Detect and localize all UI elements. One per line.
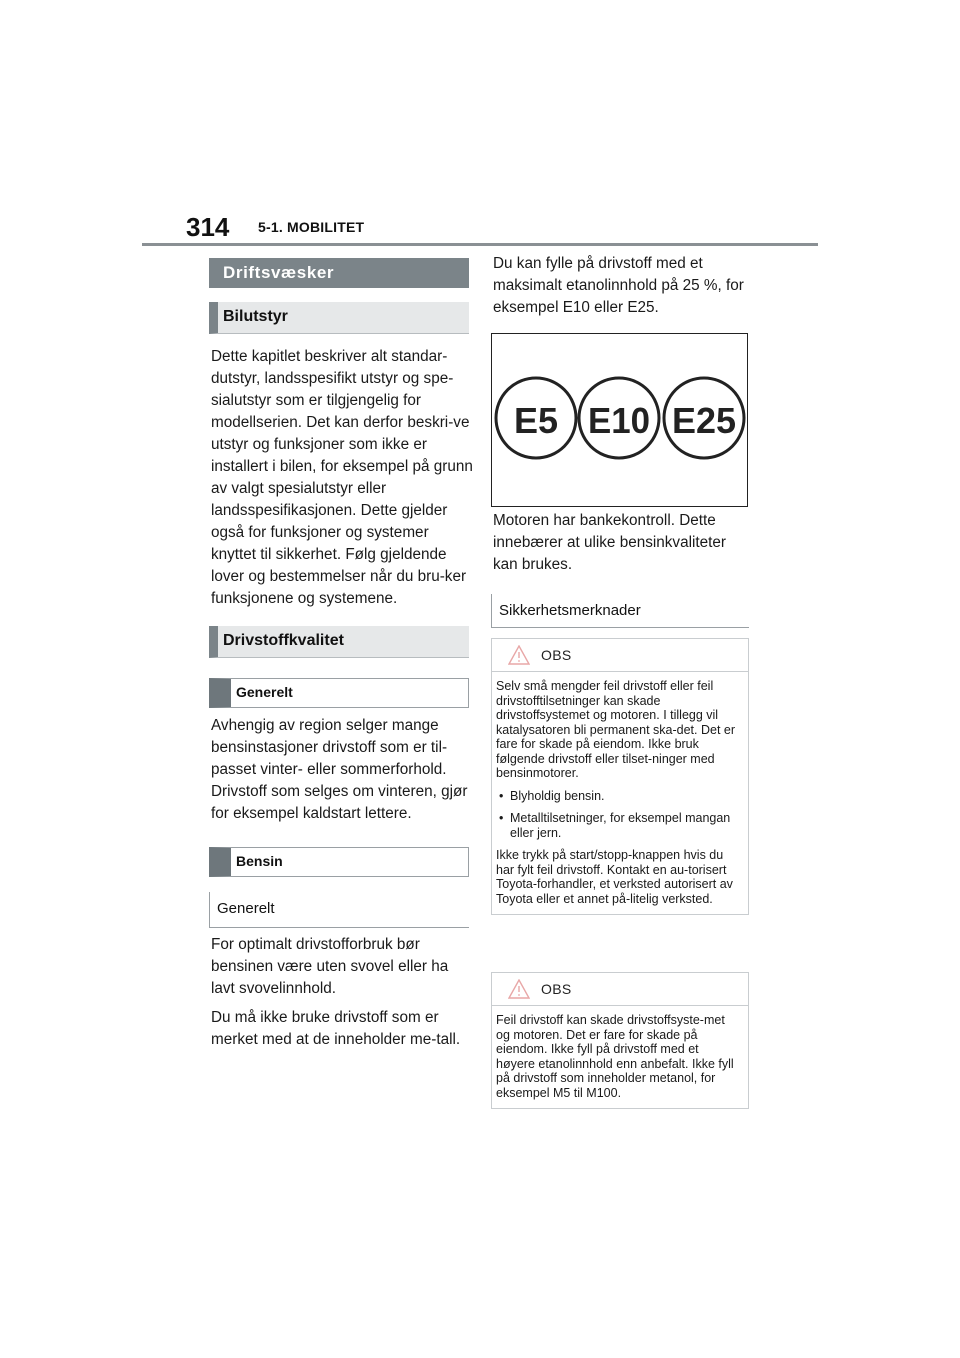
fuel-label-e25 <box>664 378 744 458</box>
subheading-bensin: Bensin <box>209 847 469 877</box>
bilutstyr-text <box>211 346 473 617</box>
page-number: 314 <box>186 212 230 242</box>
subheading-generelt: Generelt <box>209 678 469 708</box>
knock-control-text <box>493 510 751 583</box>
fuel-label-e5-text: E5 <box>513 400 559 441</box>
bensin-text <box>211 934 473 1058</box>
generelt-paragraph: Avhengig av region selger mange bensinstasjoner drivstoff som er til-passet vinter- eller sommerforhold. Drivstoff som selges om vinteren, gjør for eksempel kaldstart lettere. <box>211 717 468 822</box>
warning-bullet: • Blyholdig bensin. <box>499 788 605 803</box>
warning-title-1 <box>492 639 748 672</box>
fuel-label-e5 <box>496 378 576 458</box>
fuel-label-e10 <box>579 378 659 458</box>
subheading-bensin-generelt: Generelt <box>209 892 469 928</box>
bensin-paragraph: For optimalt drivstofforbruk bør bensinen være uten svovel eller ha lavt svovelinnhold. <box>211 936 449 997</box>
fuel-label-e10-text: E10 <box>588 400 650 441</box>
warning-bullet: • Metalltilsetninger, for eksempel mangan eller jern. <box>499 811 731 840</box>
warning-triangle-icon <box>508 645 530 665</box>
section-label: 5-1. MOBILITET <box>258 219 365 235</box>
warning-title-2 <box>492 973 748 1006</box>
warning-title-text: OBS <box>541 981 572 997</box>
warning-box-2 <box>491 972 749 1109</box>
warning-paragraph: Feil drivstoff kan skade drivstoffsyste-met og motoren. Det er fare for skade på eiendom. Ikke fyll på drivstoff med et høyere etanolinnhold enn anbefalt. Ikke fyll på drivstoff som inneholder metanol, for eksempel M5 til M100. <box>496 1013 734 1100</box>
generelt-text <box>211 715 473 832</box>
safety-notes-heading: Sikkerhetsmerknader <box>491 594 749 628</box>
warning-triangle-icon <box>508 979 530 999</box>
warning-title-text: OBS <box>541 647 572 663</box>
bensin-paragraph: Du må ikke bruke drivstoff som er merket med at de inneholder me-tall. <box>211 1009 461 1048</box>
warning-bullet-text: Blyholdig bensin. <box>510 788 605 803</box>
warning-paragraph: Selv små mengder feil drivstoff eller feil drivstofftilsetninger kan skade drivstoffsystemet og motoren. I tillegg vil katalysatoren bli permanent ska-det. Det er fare for skade på eiendom. Ikke bruk følgende drivstoff eller tilset-ninger med bensinmotorer. <box>496 679 736 780</box>
fuel-label-e25-text: E25 <box>672 400 736 441</box>
warning-body-2 <box>492 1006 748 1108</box>
chapter-title: Driftsvæsker <box>209 258 469 288</box>
warning-bullet-text: Metalltilsetninger, for eksempel mangan eller jern. <box>510 811 731 840</box>
warning-body-1 <box>492 672 748 914</box>
knock-control-paragraph: Motoren har bankekontroll. Dette innebærer at ulike bensinkvaliteter kan brukes. <box>493 512 726 573</box>
bilutstyr-paragraph: Dette kapitlet beskriver alt standar-dutstyr, landsspesifikt utstyr og spe-sialutstyr som er tilgjengelig for modellserien. Det kan derfor beskri-ve utstyr og funksjoner som ikke er installert i bilen, for eksempel på grunn av valgt spesialutstyr eller landsspesifikasjonen. Dette gjelder også for funksjoner og systemer knyttet til sikkerhet. Følg gjeldende lover og bestemmelser når du bru-ker funksjonene og systemene. <box>211 348 473 607</box>
header-divider <box>142 243 818 246</box>
fuel-label-figure <box>491 333 748 507</box>
section-heading-drivstoffkvalitet: Drivstoffkvalitet <box>209 626 469 658</box>
ethanol-intro-paragraph: Du kan fylle på drivstoff med et maksimalt etanolinnhold på 25 %, for eksempel E10 eller E25. <box>493 255 744 316</box>
ethanol-intro <box>493 253 751 326</box>
warning-paragraph: Ikke trykk på start/stopp-knappen hvis du har fylt feil drivstoff. Kontakt en au-torisert Toyota-forhandler, et verksted autorisert av Toyota eller et annet på-litelig verksted. <box>496 848 733 906</box>
warning-box-1 <box>491 638 749 915</box>
fuel-label-graphic <box>492 334 747 506</box>
section-heading-bilutstyr: Bilutstyr <box>209 302 469 334</box>
